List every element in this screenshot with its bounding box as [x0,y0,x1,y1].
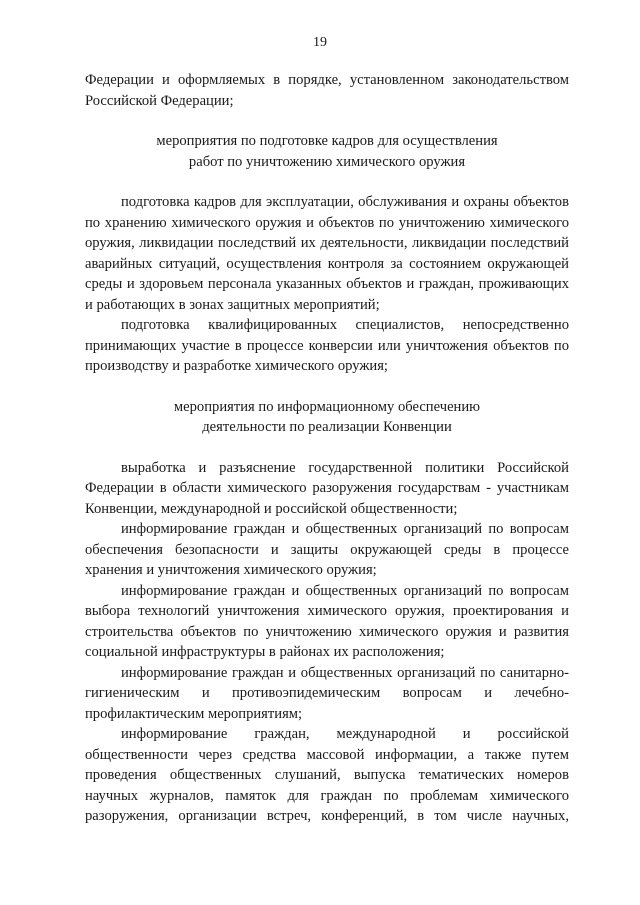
information-paragraph-5: информирование граждан, международной и российской общественности через средства массовой информации, а также путем проведения общественных слушаний, выпуска тематических номеров научных журналов, памяток для граждан по проблемам химического разоружения, организации встреч, конференций, в том числе научных, [85,726,569,824]
spacer [85,111,569,131]
spacer [85,438,569,458]
information-paragraph-1: выработка и разъяснение государственной политики Российской Федерации в области химического разоружения государствам - участникам Конвенции, международной и российской общественности; [85,459,569,517]
training-paragraph-2: подготовка квалифицированных специалистов, непосредственно принимающих участие в процессе конверсии или уничтожения объектов по производству и разработке химического оружия; [85,317,569,374]
information-paragraph-2: информирование граждан и общественных организаций по вопросам обеспечения безопасности и защиты окружающей среды в процессе хранения и уничтожения химического оружия; [85,521,569,578]
section-heading-information-line-1: мероприятия по информационному обеспечению [173,398,481,415]
section-heading-training-line-2: работ по уничтожению химического оружия [188,153,466,170]
page-number: 19 [313,35,327,50]
training-paragraph-1: подготовка кадров для эксплуатации, обслуживания и охраны объектов по хранению химического оружия и объектов по уничтожению химического оружия, ликвидации последствий их деятельности, ликвидации последствий аварийных ситуаций, осуществления контроля за состоянием окружающей среды и здоровьем персонала указанных объектов и граждан, проживающих и работающих в зонах защитных мероприятий; [85,194,569,313]
section-heading-information-line-2: деятельности по реализации Конвенции [202,419,452,435]
information-paragraph-4: информирование граждан и общественных организаций по санитарно-гигиеническим и противоэпидемическим вопросам и лечебно-профилактическим мероприятиям; [85,664,569,722]
page-content [85,70,569,827]
section-heading-training [85,131,569,172]
spacer [85,377,569,397]
section-heading-information [85,397,569,438]
intro-paragraph: Федерации и оформляемых в порядке, установленном законодательством Российской Федерации; [85,72,569,109]
information-paragraph-3: информирование граждан и общественных организаций по вопросам выбора технологий уничтожения химического оружия, проектирования и строительства объектов по уничтожению химического оружия и развития социальной инфраструктуры в районах их расположения; [85,582,569,660]
spacer [85,172,569,192]
section-heading-training-line-1: мероприятия по подготовке кадров для осуществления [156,133,498,149]
